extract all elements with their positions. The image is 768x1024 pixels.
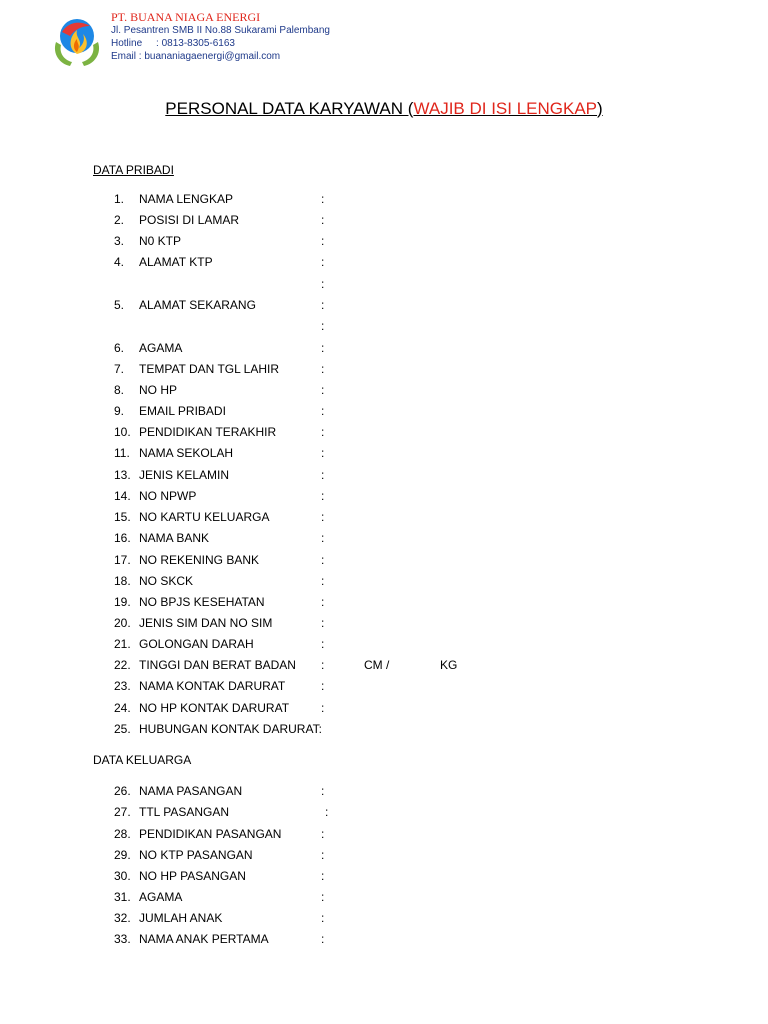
row-unit-cm: CM /	[364, 658, 390, 672]
row-label: TTL PASANGAN	[139, 805, 230, 819]
row-label: NAMA BANK	[139, 531, 210, 545]
row-label: NO HP PASANGAN	[139, 869, 246, 883]
row-number: 3.	[114, 234, 125, 248]
row-label: JENIS KELAMIN	[139, 468, 230, 482]
row-colon: :	[321, 553, 325, 567]
row-label: NO HP	[139, 383, 178, 397]
title-suffix: )	[597, 99, 603, 118]
row-label: ALAMAT SEKARANG	[139, 298, 256, 312]
row-number: 5.	[114, 298, 125, 312]
row-number: 28.	[114, 827, 131, 841]
row-number: 29.	[114, 848, 131, 862]
row-colon: :	[321, 911, 325, 925]
row-label: TEMPAT DAN TGL LAHIR	[139, 362, 280, 376]
row-colon: :	[321, 255, 325, 269]
company-email: Email : buananiagaenergi@gmail.com	[111, 51, 281, 62]
row-label: NO KTP PASANGAN	[139, 848, 253, 862]
row-label: NO KARTU KELUARGA	[139, 510, 270, 524]
row-number: 17.	[114, 553, 131, 567]
row-number: 23.	[114, 679, 131, 693]
row-label: JUMLAH ANAK	[139, 911, 223, 925]
row-colon: :	[321, 489, 325, 503]
row-colon: :	[321, 616, 325, 630]
row-colon: :	[321, 932, 325, 946]
row-number: 14.	[114, 489, 131, 503]
row-label: PENDIDIKAN PASANGAN	[139, 827, 282, 841]
title-prefix: PERSONAL DATA KARYAWAN (	[165, 99, 414, 118]
company-name: PT. BUANA NIAGA ENERGI	[111, 10, 261, 24]
row-colon: :	[321, 468, 325, 482]
row-colon: :	[321, 595, 325, 609]
row-label: HUBUNGAN KONTAK DARURAT:	[139, 722, 322, 736]
row-label: GOLONGAN DARAH	[139, 637, 254, 651]
row-colon: :	[321, 637, 325, 651]
row-number: 24.	[114, 701, 131, 715]
row-label: EMAIL PRIBADI	[139, 404, 226, 418]
row-colon: :	[321, 531, 325, 545]
row-number: 33.	[114, 932, 131, 946]
row-colon: :	[321, 213, 325, 227]
row-colon: :	[321, 425, 325, 439]
row-number: 13.	[114, 468, 131, 482]
row-number: 15.	[114, 510, 131, 524]
row-unit-kg: KG	[440, 658, 458, 672]
row-colon: :	[321, 784, 325, 798]
row-label: POSISI DI LAMAR	[139, 213, 240, 227]
row-label: TINGGI DAN BERAT BADAN	[139, 658, 296, 672]
company-hotline: Hotline : 0813-8305-6163	[111, 38, 235, 49]
row-colon: :	[321, 383, 325, 397]
row-label: AGAMA	[139, 890, 183, 904]
row-colon: :	[321, 510, 325, 524]
row-number: 8.	[114, 383, 125, 397]
row-label: NO HP KONTAK DARURAT	[139, 701, 290, 715]
row-number: 18.	[114, 574, 131, 588]
row-label: NAMA PASANGAN	[139, 784, 243, 798]
row-colon: :	[321, 446, 325, 460]
row-label: AGAMA	[139, 341, 183, 355]
row-number: 10.	[114, 425, 131, 439]
row-label: PENDIDIKAN TERAKHIR	[139, 425, 277, 439]
row-colon: :	[321, 869, 325, 883]
row-label: NO SKCK	[139, 574, 194, 588]
row-number: 7.	[114, 362, 125, 376]
globe-flame-hands-logo-icon	[50, 12, 104, 68]
row-label: JENIS SIM DAN NO SIM	[139, 616, 273, 630]
row-colon: :	[321, 827, 325, 841]
section-heading-data-keluarga: DATA KELUARGA	[93, 753, 192, 767]
row-number: 20.	[114, 616, 131, 630]
row-colon: :	[321, 362, 325, 376]
row-number: 9.	[114, 404, 125, 418]
row-label: NO BPJS KESEHATAN	[139, 595, 265, 609]
row-colon: :	[321, 574, 325, 588]
row-colon: :	[321, 298, 325, 312]
title-highlight: WAJIB DI ISI LENGKAP	[413, 99, 598, 118]
row-colon: :	[321, 341, 325, 355]
row-number: 1.	[114, 192, 125, 206]
row-colon: :	[321, 658, 325, 672]
row-number: 11.	[114, 446, 130, 460]
row-number: 4.	[114, 255, 125, 269]
row-number: 31.	[114, 890, 131, 904]
row-number: 25.	[114, 722, 131, 736]
row-colon: :	[321, 192, 325, 206]
row-number: 26.	[114, 784, 131, 798]
row-label: NO NPWP	[139, 489, 197, 503]
row-colon: :	[325, 805, 329, 819]
section-heading-data-pribadi: DATA PRIBADI	[93, 163, 174, 177]
row-label: NAMA ANAK PERTAMA	[139, 932, 269, 946]
row-label: N0 KTP	[139, 234, 182, 248]
row-label: NO REKENING BANK	[139, 553, 260, 567]
row-number: 6.	[114, 341, 125, 355]
row-label: NAMA LENGKAP	[139, 192, 234, 206]
company-address: Jl. Pesantren SMB II No.88 Sukarami Palembang	[111, 25, 330, 36]
row-colon: :	[321, 890, 325, 904]
row-number: 22.	[114, 658, 131, 672]
row-number: 30.	[114, 869, 131, 883]
row-number: 21.	[114, 637, 131, 651]
row-colon: :	[321, 679, 325, 693]
row-label: ALAMAT KTP	[139, 255, 213, 269]
page-title	[0, 99, 768, 119]
row-colon: :	[321, 234, 325, 248]
row-number: 2.	[114, 213, 125, 227]
row-number: 19.	[114, 595, 131, 609]
row-label: NAMA SEKOLAH	[139, 446, 234, 460]
row-colon: :	[321, 701, 325, 715]
row-colon: :	[321, 848, 325, 862]
row-colon: :	[321, 277, 325, 291]
row-number: 16.	[114, 531, 131, 545]
row-number: 32.	[114, 911, 131, 925]
row-colon: :	[321, 319, 325, 333]
row-label: NAMA KONTAK DARURAT	[139, 679, 286, 693]
row-colon: :	[321, 404, 325, 418]
row-number: 27.	[114, 805, 131, 819]
